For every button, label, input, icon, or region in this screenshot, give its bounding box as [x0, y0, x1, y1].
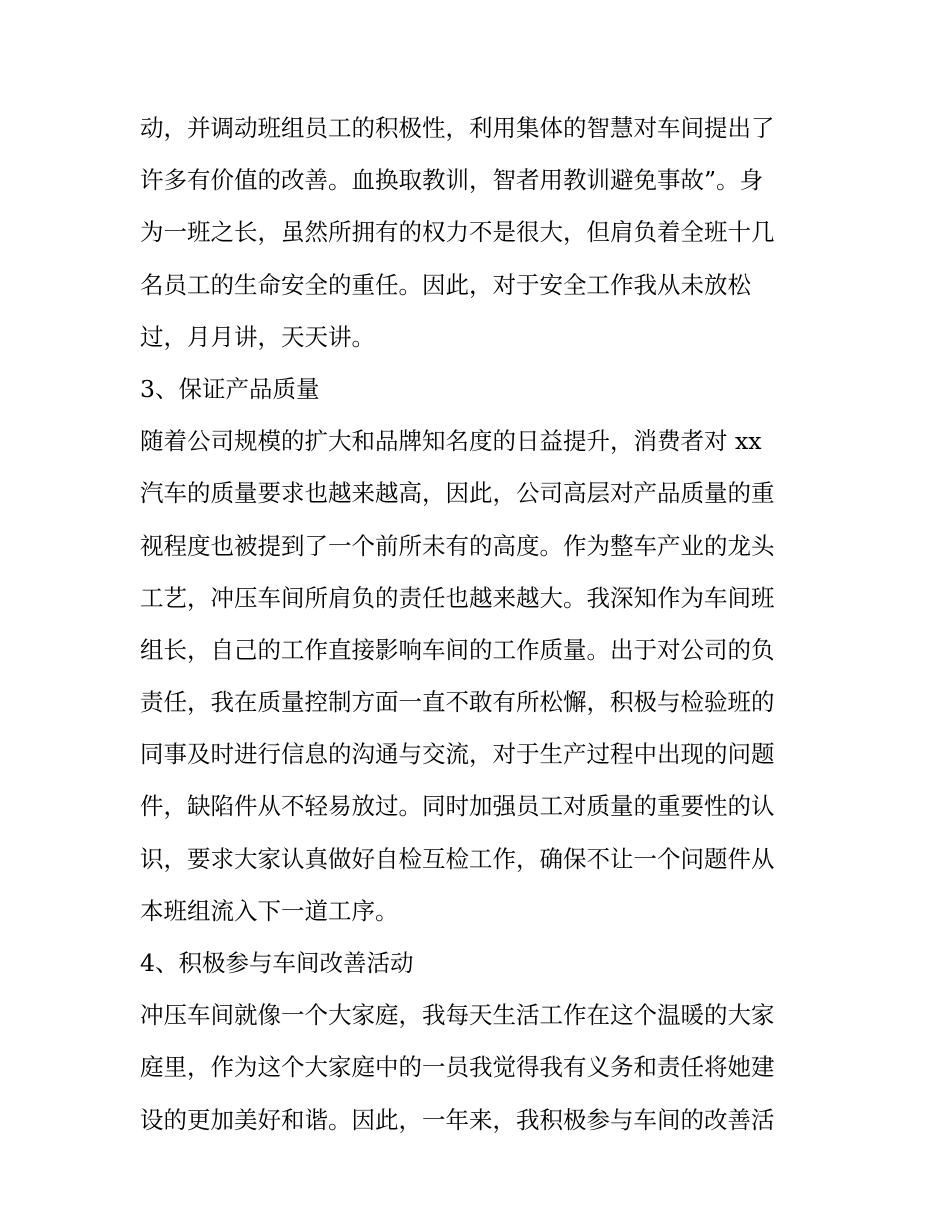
paragraph-line: 本班组流入下一道工序。 [140, 896, 399, 925]
paragraph-line: 组长，自己的工作直接影响车间的工作质量。出于对公司的负 [140, 635, 775, 664]
paragraph-line: 过，月月讲，天天讲。 [140, 322, 375, 351]
document-body [140, 102, 820, 1146]
paragraph-line: 视程度也被提到了一个前所未有的高度。作为整车产业的龙头 [140, 531, 775, 560]
paragraph-line: 庭里，作为这个大家庭中的一员我觉得我有义务和责任将她建 [140, 1053, 775, 1082]
paragraph-line: 责任，我在质量控制方面一直不敢有所松懈，积极与检验班的 [140, 688, 775, 717]
section-heading-quality: 3、保证产品质量 [140, 374, 320, 403]
paragraph-line: 同事及时进行信息的沟通与交流，对于生产过程中出现的问题 [140, 740, 775, 769]
paragraph-line: 设的更加美好和谐。因此，一年来，我积极参与车间的改善活 [140, 1105, 775, 1134]
paragraph-line: 随着公司规模的扩大和品牌知名度的日益提升，消费者对 xx [140, 427, 762, 456]
paragraph-line: 许多有价值的改善。血换取教训，智者用教训避免事故”。身 [140, 166, 764, 195]
paragraph-line: 汽车的质量要求也越来越高，因此，公司高层对产品质量的重 [140, 479, 775, 508]
section-heading-improvement: 4、积极参与车间改善活动 [140, 949, 414, 977]
paragraph-line: 动，并调动班组员工的积极性，利用集体的智慧对车间提出了 [140, 114, 775, 142]
paragraph-line: 冲压车间就像一个大家庭，我每天生活工作在这个温暖的大家 [140, 1001, 775, 1030]
paragraph-line: 名员工的生命安全的重任。因此，对于安全工作我从未放松 [140, 270, 751, 299]
paragraph-line: 工艺，冲压车间所肩负的责任也越来越大。我深知作为车间班 [140, 583, 775, 612]
paragraph-line: 为一班之长，虽然所拥有的权力不是很大，但肩负着全班十几 [140, 218, 775, 247]
paragraph-line: 识，要求大家认真做好自检互检工作，确保不让一个问题件从 [140, 844, 775, 873]
paragraph-line: 件，缺陷件从不轻易放过。同时加强员工对质量的重要性的认 [140, 792, 775, 821]
